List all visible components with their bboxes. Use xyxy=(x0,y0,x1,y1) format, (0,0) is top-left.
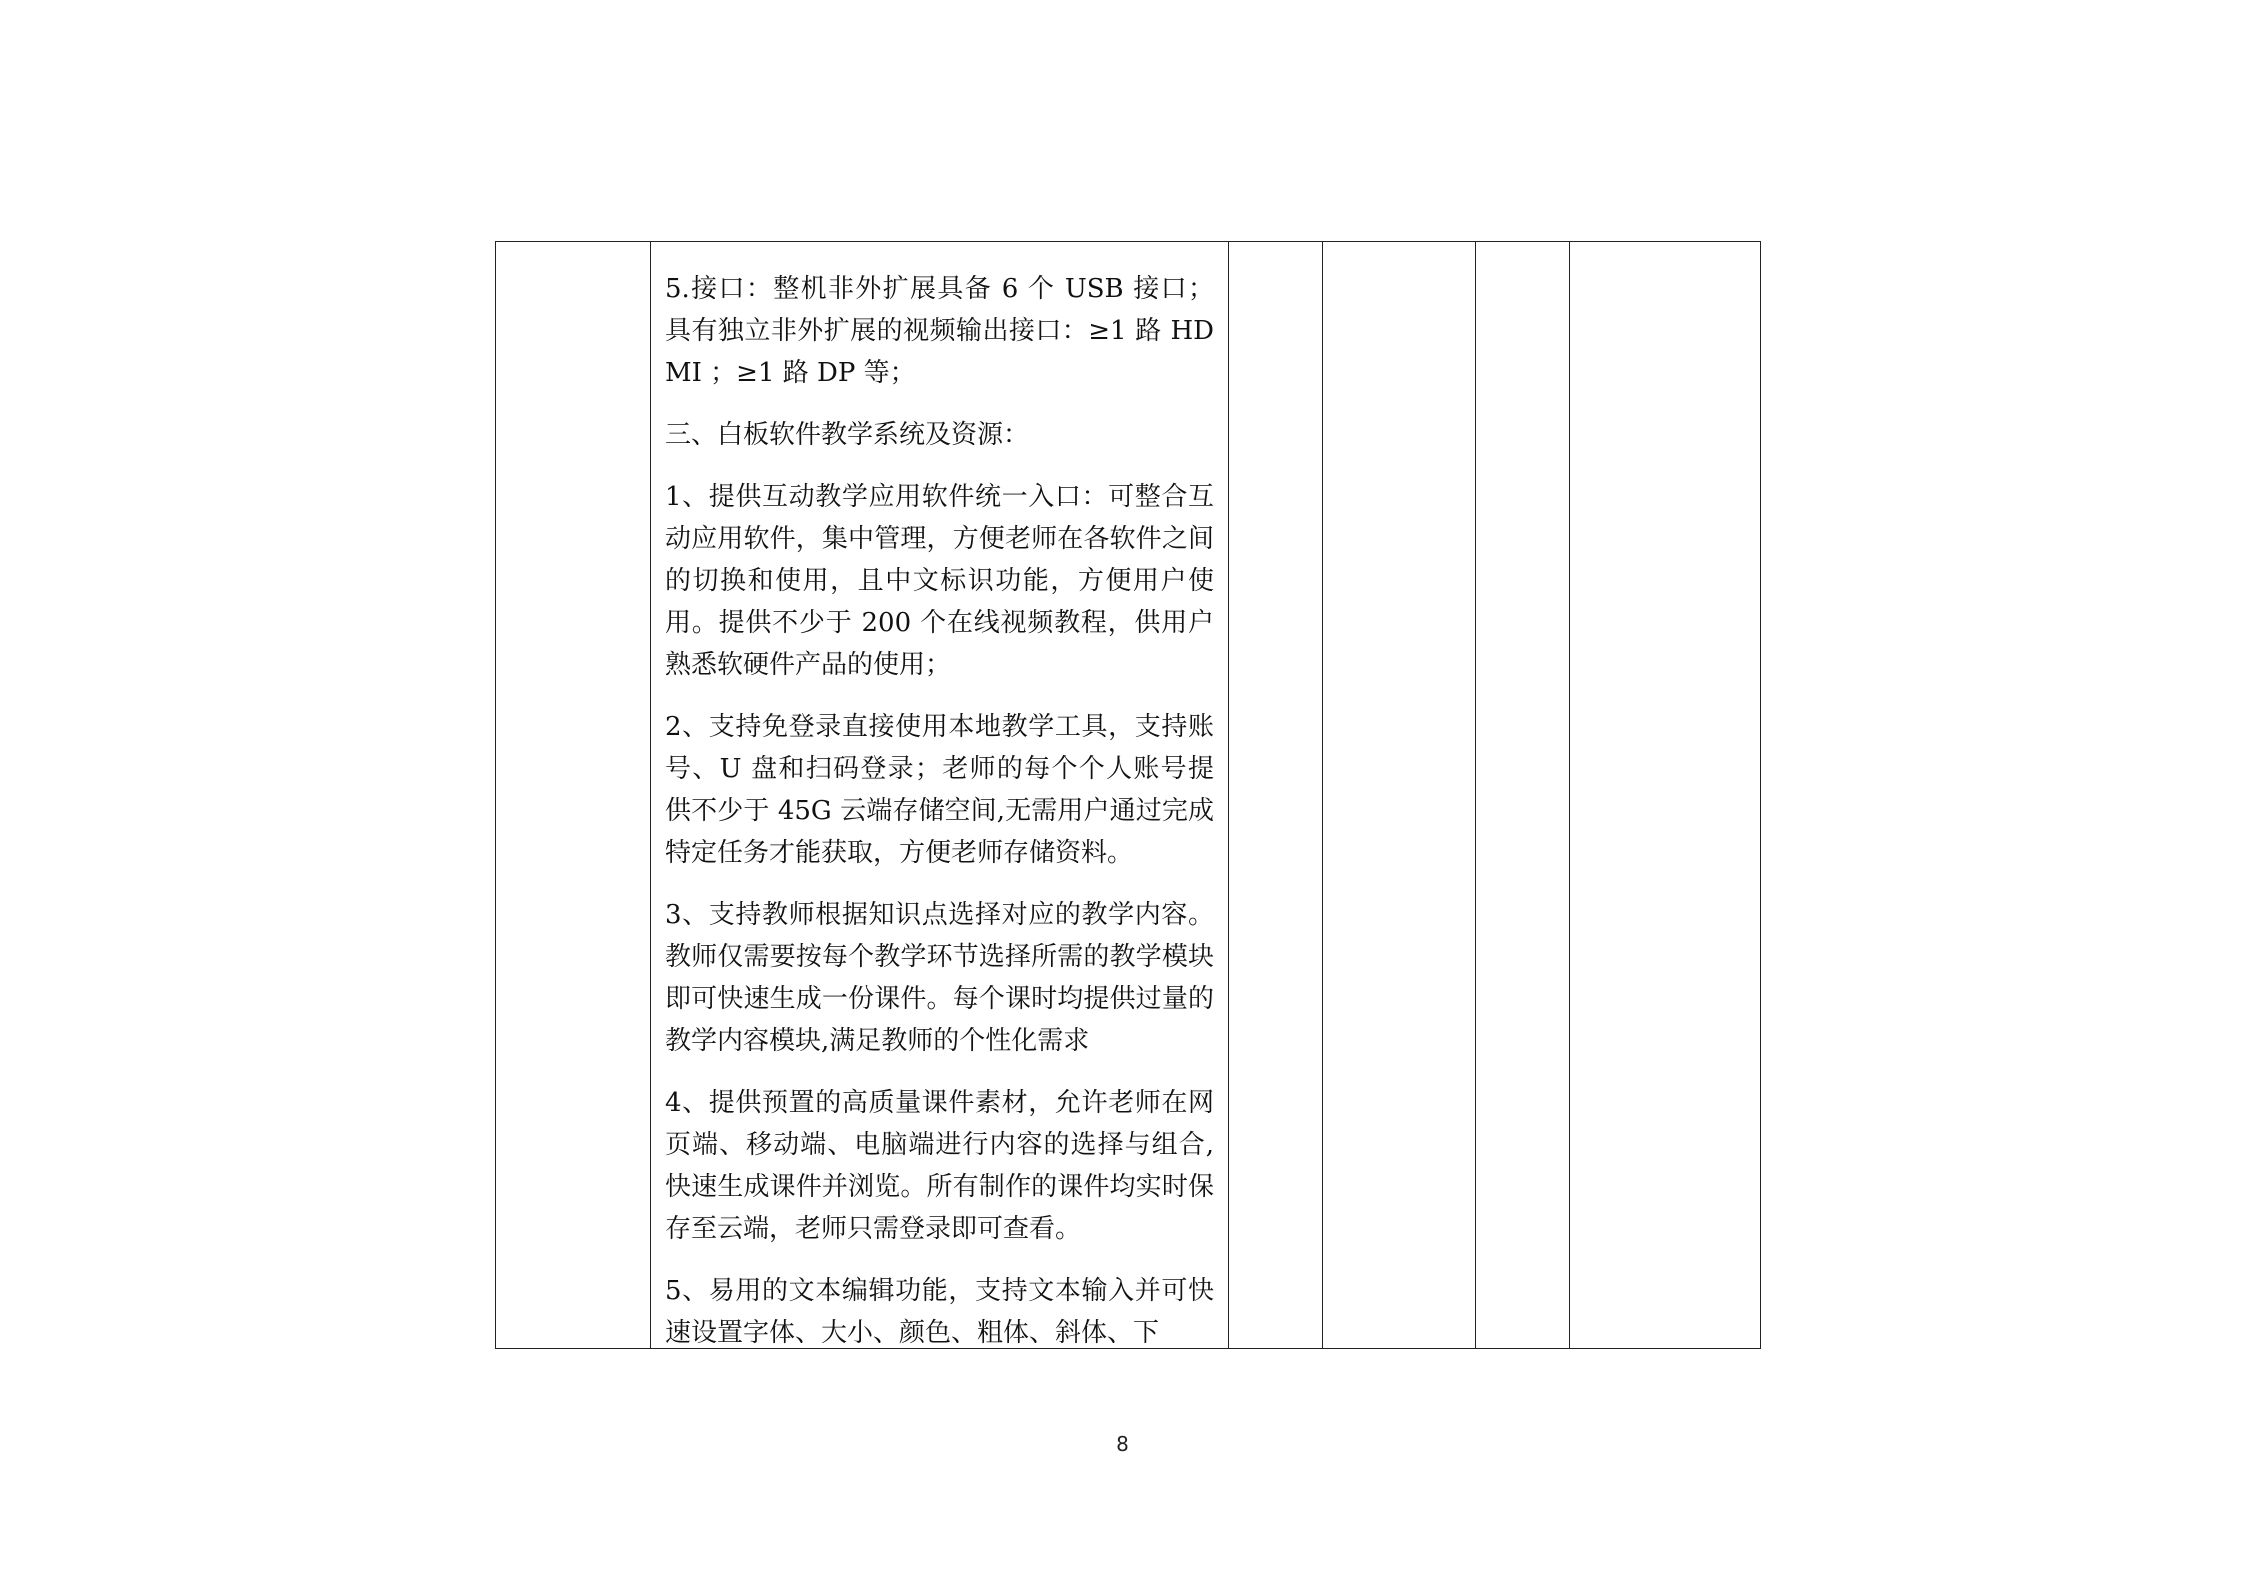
spec-paragraph: 4、提供预置的高质量课件素材，允许老师在网页端、移动端、电脑端进行内容的选择与组合,快速生成课件并浏览。所有制作的课件均实时保存至云端，老师只需登录即可查看。 xyxy=(665,1088,1214,1244)
table-cell-empty xyxy=(1570,242,1761,1349)
page-number: 8 xyxy=(1116,1432,1129,1456)
table-cell-specification xyxy=(651,242,1229,1349)
table-cell-empty xyxy=(1476,242,1570,1349)
table-cell-empty xyxy=(1323,242,1476,1349)
spec-paragraph: 1、提供互动教学应用软件统一入口：可整合互动应用软件，集中管理，方便老师在各软件之间的切换和使用，且中文标识功能，方便用户使用。提供不少于 200 个在线视频教程，供用户熟悉软硬件产品的使用； xyxy=(665,482,1214,680)
spec-paragraph: 三、白板软件教学系统及资源： xyxy=(665,420,1030,450)
table-cell-index xyxy=(496,242,651,1349)
table-row xyxy=(496,242,1761,1349)
specification-text xyxy=(651,242,1228,1348)
spec-table xyxy=(495,241,1761,1349)
spec-paragraph: 3、支持教师根据知识点选择对应的教学内容。教师仅需要按每个教学环节选择所需的教学模块即可快速生成一份课件。每个课时均提供过量的教学内容模块,满足教师的个性化需求 xyxy=(665,900,1214,1056)
spec-paragraph: 2、支持免登录直接使用本地教学工具，支持账号、U 盘和扫码登录；老师的每个个人账号提供不少于 45G 云端存储空间,无需用户通过完成特定任务才能获取，方便老师存储资料。 xyxy=(665,712,1214,868)
spec-paragraph: 5、易用的文本编辑功能，支持文本输入并可快速设置字体、大小、颜色、粗体、斜体、下 xyxy=(665,1276,1214,1348)
table-cell-empty xyxy=(1229,242,1323,1349)
spec-paragraph: 5.接口：整机非外扩展具备 6 个 USB 接口；具有独立非外扩展的视频输出接口：≥1 路 HDMI ；≥1 路 DP 等； xyxy=(665,274,1214,388)
